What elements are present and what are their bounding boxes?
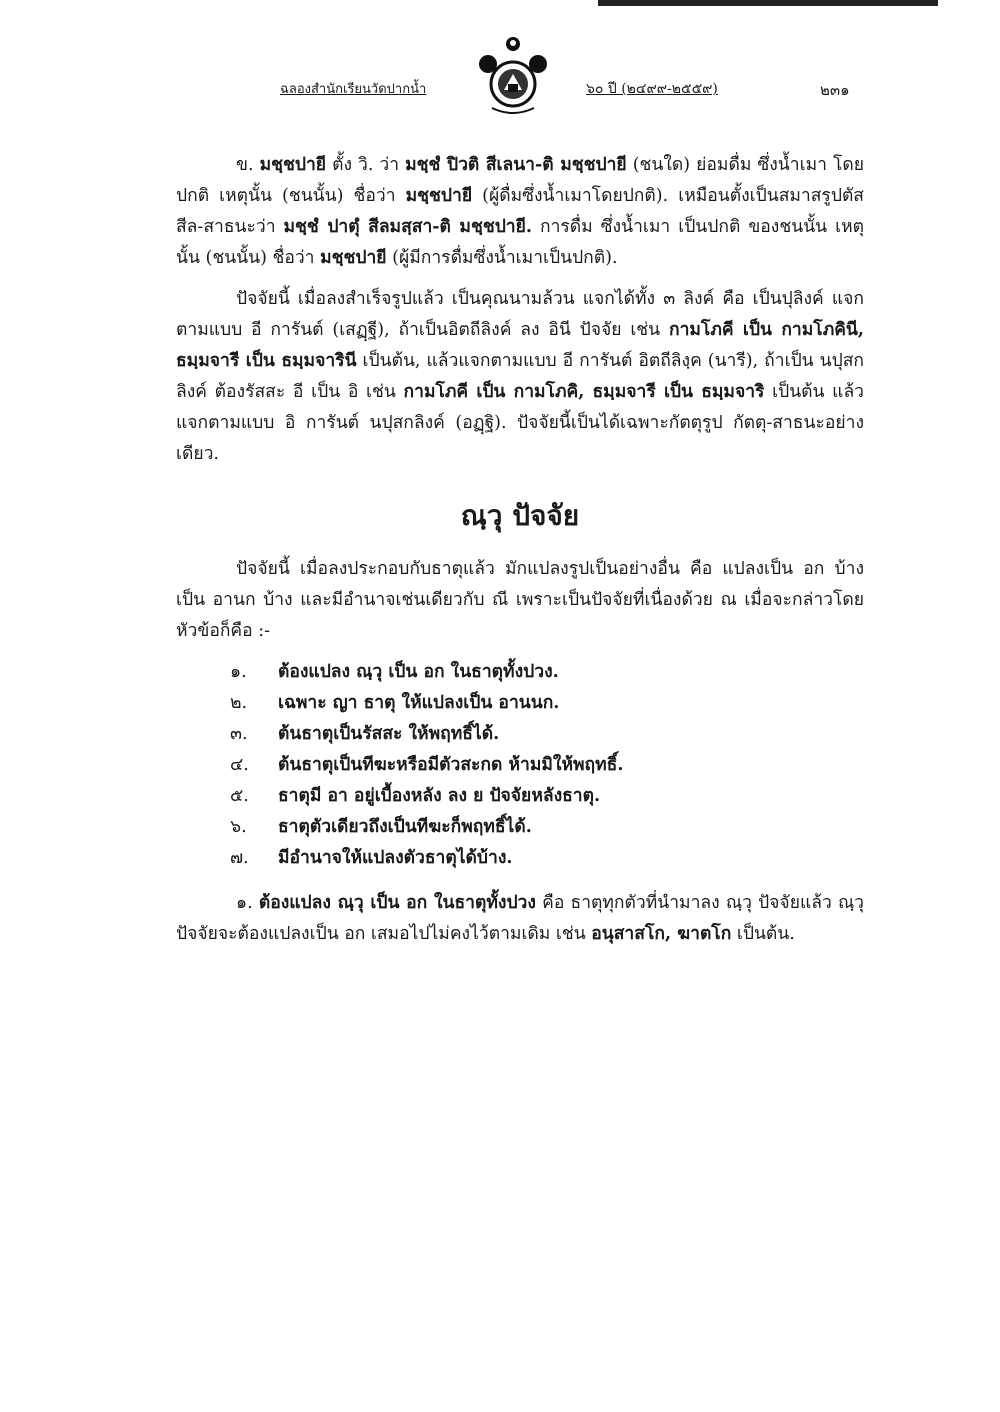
rule-item (230, 812, 864, 843)
rule-number: ๕. (230, 786, 249, 806)
rule-number: ๔. (230, 755, 249, 775)
para1-seg1: ข. (236, 155, 260, 175)
para2-seg5: เป็นต้น แล้วแจกตามแบบ อิ การันต์ นปุสกลิงค์ (อฏฺฐิ). ปัจจัยนี้เป็นได้เฉพาะกัตตุรูป กัตตุ-สาธนะอย่างเดียว. (176, 382, 865, 464)
rule-item (230, 781, 864, 812)
para1-seg7: (ผู้ดื่มซึ่งน้ำเมาโดยปกติ). เหมือนตั้งเป็นสมาสรูปตัสสีล-สาธนะว่า (176, 186, 864, 237)
rules-list (176, 657, 864, 874)
rule-number: ๗. (230, 848, 249, 868)
rule-item (230, 843, 864, 874)
para4-seg3: คือ ธาตุทุกตัวที่นำมาลง ณฺวุ ปัจจัยแล้ว ณฺวุ ปัจจัยจะต้องแปลงเป็น อก เสมอไปไม่คงไว้ตามเดิม เช่น (176, 893, 865, 944)
rule-text: ธาตุมี อา อยู่เบื้องหลัง ลง ย ปัจจัยหลังธาตุ. (278, 786, 601, 806)
para1-seg5: (ชนใด) ย่อมดื่ม ซึ่งน้ำเมา โดยปกติ เหตุนั้น (ชนนั้น) ชื่อว่า (176, 155, 864, 206)
rule-text: เฉพาะ ญา ธาตุ ให้แปลงเป็น อานนก. (278, 693, 560, 713)
para1-seg8: มชฺชํ ปาตุํ สีลมสฺสา-ติ มชฺชปายี. (283, 217, 532, 237)
para1-seg11: (ผู้มีการดื่มซึ่งน้ำเมาเป็นปกติ). (386, 248, 618, 268)
para4-seg1: ๑. (236, 893, 259, 913)
para1-seg9: การดื่ม ซึ่งน้ำเมา เป็นปกติ ของชนนั้น เหตุนั้น (ชนนั้น) ชื่อว่า (176, 217, 864, 268)
para4-seg4: อนุสาสโก, ฆาตโก (591, 924, 732, 944)
rule-number: ๓. (230, 724, 248, 744)
para2-seg3: เป็นต้น, แล้วแจกตามแบบ อี การันต์ อิตถีลิงฺค (นารี), ถ้าเป็น นปุสกลิงค์ ต้องรัสสะ อี เป็น อิ เช่น (176, 351, 864, 402)
page-number: ๒๓๑ (820, 81, 850, 99)
paragraph-1 (176, 150, 864, 274)
para2-seg2: กามโภคี เป็น กามโภคินี, ธมฺมจารี เป็น ธมฺมจารินี (176, 320, 864, 371)
rule-text: ธาตุตัวเดียวถึงเป็นทีฆะก็พฤทธิ์ได้. (278, 817, 532, 837)
section-title: ณฺวุ ปัจจัย (460, 499, 580, 532)
para4-seg5: เป็นต้น. (731, 924, 795, 944)
rule-text: มีอำนาจให้แปลงตัวธาตุได้บ้าง. (278, 848, 513, 868)
header-left-title: ฉลองสำนักเรียนวัดปากน้ำ (280, 82, 427, 97)
temple-seal-logo (478, 34, 548, 124)
rule-number: ๖. (230, 817, 247, 837)
para2-seg4: กามโภคี เป็น กามโภคิ, ธมฺมจารี เป็น ธมฺมจาริ (403, 382, 765, 402)
para1-seg2: มชฺชปายี (259, 155, 327, 175)
rule-item (230, 688, 864, 719)
rule-text: ต้นธาตุเป็นรัสสะ ให้พฤทธิ์ได้. (278, 724, 500, 744)
para1-seg3: ตั้ง วิ. ว่า (326, 155, 406, 175)
para2-seg1: ปัจจัยนี้ เมื่อลงสำเร็จรูปแล้ว เป็นคุณนามล้วน แจกได้ทั้ง ๓ ลิงค์ คือ เป็นปุลิงค์ แจกตามแบบ อี การันต์ (เสฏฺฐี), ถ้าเป็นอิตถีลิงค์ ลง อินี ปัจจัย เช่น (176, 289, 864, 340)
para1-seg6: มชฺชปายี (405, 186, 473, 206)
page-header (180, 30, 880, 130)
para4-seg2: ต้องแปลง ณฺวุ เป็น อก ในธาตุทั้งปวง (258, 893, 536, 913)
body-text (176, 150, 864, 960)
paragraph-4 (176, 888, 864, 950)
rule-number: ๑. (230, 662, 247, 682)
rule-text: ต้นธาตุเป็นทีฆะหรือมีตัวสะกด ห้ามมิให้พฤทธิ์. (278, 755, 624, 775)
rule-number: ๒. (230, 693, 248, 713)
paragraph-2 (176, 284, 864, 470)
rule-item (230, 750, 864, 781)
rule-item (230, 657, 864, 688)
rule-item (230, 719, 864, 750)
header-anniversary: ๖๐ ปี (๒๔๙๙-๒๕๕๙) (586, 81, 718, 97)
para1-seg10: มชฺชปายี (320, 248, 387, 268)
rule-text: ต้องแปลง ณฺวุ เป็น อก ในธาตุทั้งปวง. (278, 662, 559, 682)
para1-seg4: มชฺชํ ปิวติ สีเลนา-ติ มชฺชปายี (405, 155, 627, 175)
paragraph-3: ปัจจัยนี้ เมื่อลงประกอบกับธาตุแล้ว มักแปลงรูปเป็นอย่างอื่น คือ แปลงเป็น อก บ้าง เป็น อานก บ้าง และมีอำนาจเช่นเดียวกับ ณี เพราะเป็นปัจจัยที่เนื่องด้วย ณ เมื่อจะกล่าวโดยหัวข้อก็คือ :- (176, 559, 864, 641)
